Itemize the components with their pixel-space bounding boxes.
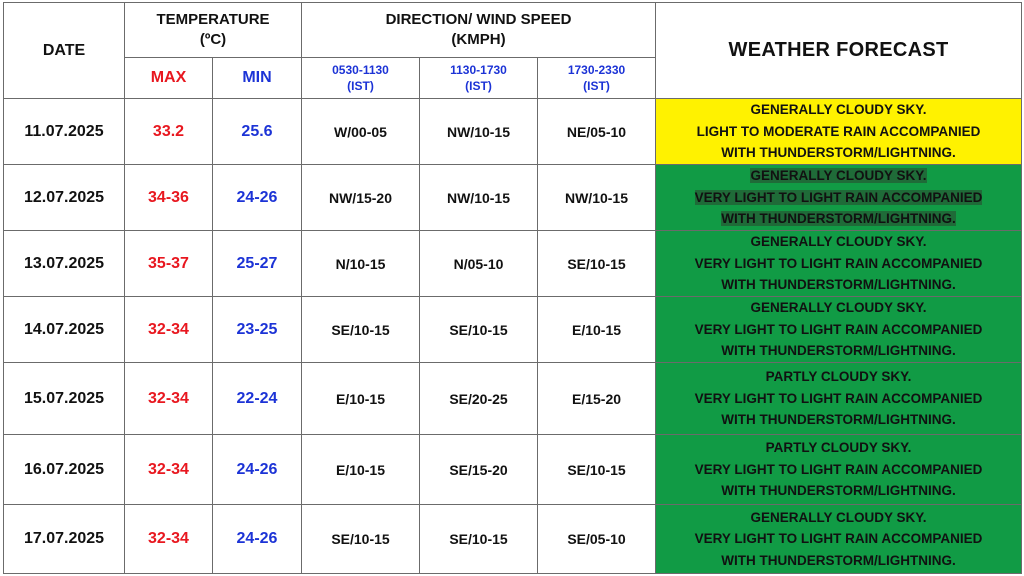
max-temp-cell: 32-34	[125, 297, 213, 363]
forecast-cell	[656, 505, 1022, 574]
max-temp-cell: 35-37	[125, 231, 213, 297]
wind-cell: SE/10-15	[420, 505, 538, 574]
table-row	[4, 231, 1022, 297]
wind-cell: N/10-15	[302, 231, 420, 297]
max-temp-cell: 32-34	[125, 363, 213, 435]
date-cell: 13.07.2025	[4, 231, 125, 297]
table-row	[4, 99, 1022, 165]
forecast-line: GENERALLY CLOUDY SKY.	[750, 234, 927, 250]
table-row	[4, 297, 1022, 363]
forecast-cell	[656, 231, 1022, 297]
date-cell: 11.07.2025	[4, 99, 125, 165]
highlighted-text: GENERALLY CLOUDY SKY.	[750, 168, 927, 184]
wind-cell: W/00-05	[302, 99, 420, 165]
forecast-line: VERY LIGHT TO LIGHT RAIN ACCOMPANIED	[694, 255, 983, 271]
date-cell: 17.07.2025	[4, 505, 125, 574]
weather-forecast-table	[3, 2, 1022, 574]
forecast-line: WITH THUNDERSTORM/LIGHTNING.	[721, 145, 956, 161]
forecast-line: GENERALLY CLOUDY SKY.	[750, 509, 927, 525]
time-slot-range: 0530-1130	[332, 63, 389, 77]
forecast-cell	[656, 165, 1022, 231]
forecast-line	[656, 208, 1021, 230]
forecast-line: PARTLY CLOUDY SKY.	[765, 440, 912, 456]
forecast-line: VERY LIGHT TO LIGHT RAIN ACCOMPANIED	[694, 390, 983, 406]
wind-cell: NW/10-15	[420, 99, 538, 165]
wind-cell: N/05-10	[420, 231, 538, 297]
forecast-line	[656, 187, 1021, 209]
max-temp-cell: 34-36	[125, 165, 213, 231]
forecast-line: GENERALLY CLOUDY SKY.	[750, 102, 927, 118]
wind-cell: NW/15-20	[302, 165, 420, 231]
highlighted-text: WITH THUNDERSTORM/LIGHTNING.	[721, 211, 956, 227]
forecast-line: VERY LIGHT TO LIGHT RAIN ACCOMPANIED	[694, 531, 983, 547]
forecast-line: GENERALLY CLOUDY SKY.	[750, 300, 927, 316]
forecast-line: LIGHT TO MODERATE RAIN ACCOMPANIED	[696, 123, 981, 139]
forecast-line: WITH THUNDERSTORM/LIGHTNING.	[721, 277, 956, 293]
wind-cell: SE/05-10	[538, 505, 656, 574]
min-temp-cell: 25.6	[213, 99, 302, 165]
forecast-line: PARTLY CLOUDY SKY.	[765, 369, 912, 385]
temperature-header	[125, 3, 302, 58]
forecast-line: WITH THUNDERSTORM/LIGHTNING.	[721, 412, 956, 428]
time-slot-range: 1130-1730	[450, 63, 507, 77]
forecast-cell	[656, 363, 1022, 435]
max-header: MAX	[125, 58, 213, 99]
time-slot-header	[302, 58, 420, 99]
wind-cell: E/10-15	[302, 363, 420, 435]
direction-label: DIRECTION/ WIND SPEED	[385, 11, 572, 28]
min-temp-cell: 24-26	[213, 435, 302, 505]
table-row	[4, 165, 1022, 231]
wind-cell: E/10-15	[538, 297, 656, 363]
date-cell: 16.07.2025	[4, 435, 125, 505]
wind-cell: SE/20-25	[420, 363, 538, 435]
wind-cell: SE/10-15	[538, 435, 656, 505]
time-slot-header	[420, 58, 538, 99]
forecast-line: WITH THUNDERSTORM/LIGHTNING.	[721, 483, 956, 499]
forecast-line: VERY LIGHT TO LIGHT RAIN ACCOMPANIED	[694, 461, 983, 477]
wind-cell: SE/10-15	[538, 231, 656, 297]
date-cell: 12.07.2025	[4, 165, 125, 231]
date-cell: 15.07.2025	[4, 363, 125, 435]
wind-cell: E/15-20	[538, 363, 656, 435]
forecast-line: WITH THUNDERSTORM/LIGHTNING.	[721, 552, 956, 568]
wind-cell: SE/10-15	[302, 505, 420, 574]
forecast-cell	[656, 99, 1022, 165]
forecast-cell	[656, 297, 1022, 363]
wind-cell: NW/10-15	[538, 165, 656, 231]
max-temp-cell: 32-34	[125, 435, 213, 505]
time-slot-zone: (IST)	[347, 79, 374, 93]
wind-cell: NE/05-10	[538, 99, 656, 165]
direction-wind-speed-header	[302, 3, 656, 58]
table-row	[4, 505, 1022, 574]
forecast-line: WITH THUNDERSTORM/LIGHTNING.	[721, 343, 956, 359]
min-temp-cell: 24-26	[213, 505, 302, 574]
direction-unit: (KMPH)	[451, 31, 506, 48]
temperature-label: TEMPERATURE	[156, 11, 270, 28]
max-temp-cell: 33.2	[125, 99, 213, 165]
wind-cell: NW/10-15	[420, 165, 538, 231]
forecast-line	[656, 165, 1021, 187]
time-slot-header	[538, 58, 656, 99]
table-row	[4, 363, 1022, 435]
forecast-line: VERY LIGHT TO LIGHT RAIN ACCOMPANIED	[694, 321, 983, 337]
min-header: MIN	[213, 58, 302, 99]
wind-cell: SE/10-15	[302, 297, 420, 363]
weather-forecast-header: WEATHER FORECAST	[656, 3, 1022, 99]
forecast-cell	[656, 435, 1022, 505]
min-temp-cell: 23-25	[213, 297, 302, 363]
date-header: DATE	[4, 3, 125, 99]
min-temp-cell: 24-26	[213, 165, 302, 231]
min-temp-cell: 25-27	[213, 231, 302, 297]
date-cell: 14.07.2025	[4, 297, 125, 363]
temperature-unit: (ºC)	[199, 31, 227, 48]
wind-cell: SE/15-20	[420, 435, 538, 505]
time-slot-range: 1730-2330	[567, 63, 626, 77]
wind-cell: E/10-15	[302, 435, 420, 505]
max-temp-cell: 32-34	[125, 505, 213, 574]
table-row	[4, 435, 1022, 505]
min-temp-cell: 22-24	[213, 363, 302, 435]
wind-cell: SE/10-15	[420, 297, 538, 363]
highlighted-text: VERY LIGHT TO LIGHT RAIN ACCOMPANIED	[694, 189, 983, 205]
time-slot-zone: (IST)	[583, 79, 610, 93]
time-slot-zone: (IST)	[465, 79, 492, 93]
